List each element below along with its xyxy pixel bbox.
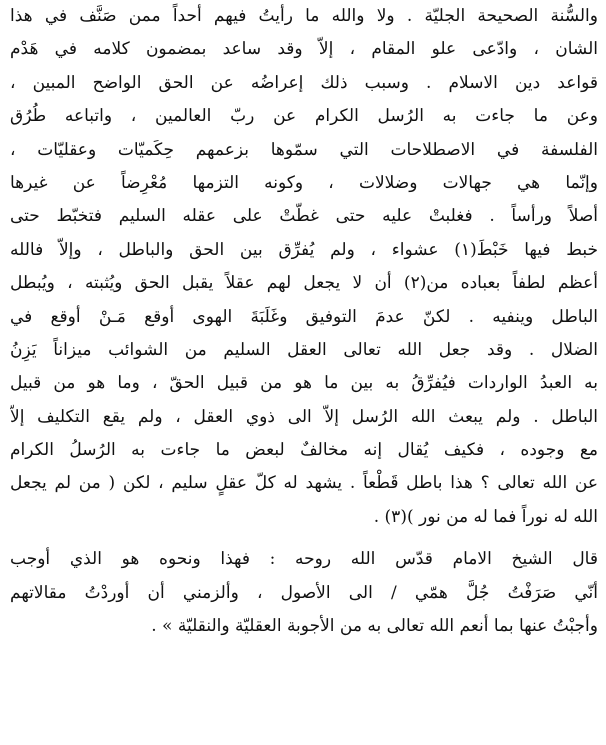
text-line: به العبدُ الواردات فيُفرِّقُ به بين ما هو من قبيل الحقّ ، وما هو من قبيل — [10, 373, 598, 394]
paragraph-gap — [10, 534, 598, 543]
text-line: أصلاً ورأساً . فغلبتْ عليه حتى غطّتْ على عقله السليم فتخبّط حتى — [10, 206, 598, 227]
text-line: الضلال . وقد جعل الله تعالى العقل السليم من الشوائب ميزاناً يَزِنُ — [10, 339, 598, 360]
text-line: قال الشيخ الامام قدّس الله روحه : فهذا ونحوه هو الذي أوجب — [10, 549, 598, 570]
text-line: الله له نوراً فما له من نور )(٣) . — [373, 506, 598, 527]
text-line: قواعد دين الاسلام . وسبب ذلك إعراضُه عن الحق الواضح المبين ، — [10, 72, 598, 93]
text-line: وإنّما هي جهالات وضلالات ، وكونه التزمها مُعْرِضاً عن غيرها — [10, 172, 598, 193]
text-line: مع وجوده ، فكيف يُقال إنه مخالفٌ لبعض ما جاءت به الرُسلُ الكرام — [10, 440, 598, 461]
text-line: عن الله تعالى ؟ هذا باطل قَطْعاً . يشهد له كلّ عقلٍ سليم ، لكن ( من لم يجعل — [10, 473, 598, 494]
text-line: أنّي صَرَفْتُ جُلَّ همّي / الى الأصول ، وألزمني أن أوردْتُ مقالاتهم — [10, 582, 598, 603]
text-line: والسُّنة الصحيحة الجليّة . ولا والله ما رأيتُ فيهم أحداً ممن صَنَّف في هذا — [10, 6, 598, 26]
text-line: الشان ، وادّعى علو المقام ، إلاّ وقد ساعد بمضمون كلامه في هَدْم — [10, 39, 598, 60]
text-line: أعظم لطفاً بعباده من(٢) أن لا يجعل لهم عقلاً يقبل الحق ويُثبته ، ويُبطل — [10, 273, 598, 294]
text-line: الفلسفة في الاصطلاحات التي سمّوها بزعمهم حِكَميّات وعقليّات ، — [10, 139, 598, 160]
text-line: وعن ما جاءت به الرُسل الكرام عن ربّ العالمين ، واتباعه طُرُق — [10, 106, 598, 127]
text-line: خبط فيها خَبْطَ(١) عشواء ، ولم يُفرِّق بين الحق والباطل ، وإلاّ فالله — [10, 239, 598, 260]
text-line: الباطل وينفيه . لكنّ عدمَ التوفيق وغَلَبَةَ الهوى أوقع مَـنْ أوقع في — [10, 306, 598, 327]
text-line: الباطل . ولم يبعث الله الرُسل إلاّ الى ذوي العقل ، ولم يقع التكليف إلاّ — [10, 406, 598, 427]
text-line: وأجبْتُ عنها بما أنعم الله تعالى به من الأجوبة العقليّة والنقليّة » . — [151, 616, 598, 637]
